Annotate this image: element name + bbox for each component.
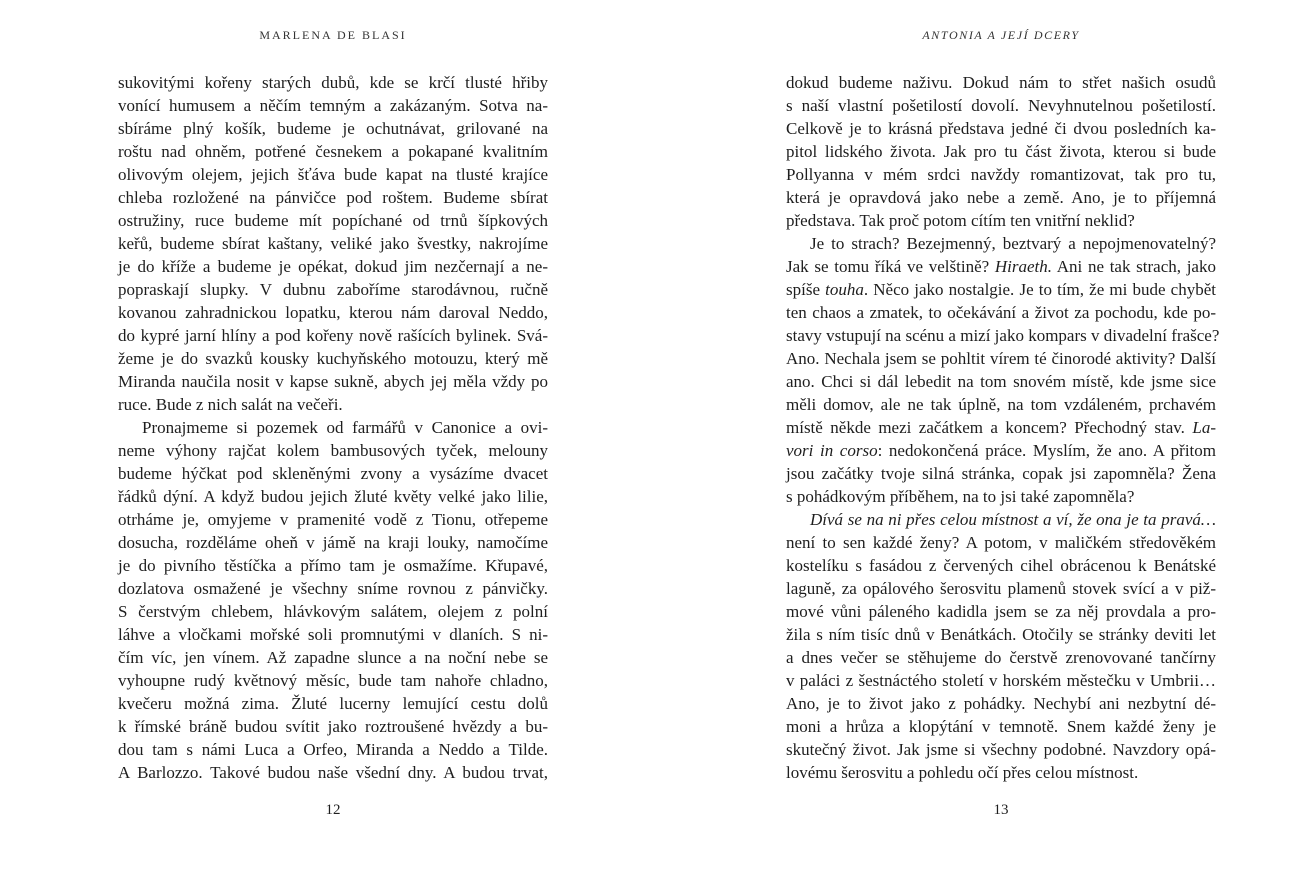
text-line: čím víc, jen vínem. Až zapadne slunce a na noční nebe se [118, 648, 548, 667]
text-line: je do pivního těstíčka a přímo tam je osmažíme. Křupavé, [118, 556, 548, 575]
text-line [786, 577, 1216, 600]
text-run: představa. Tak proč potom cítím ten vnitřní neklid? [786, 211, 1135, 230]
left-page-text [118, 71, 548, 784]
text-line: dozlatova osmažené je všechny sníme rovnou z pánvičky. [118, 579, 548, 598]
text-line [786, 761, 1216, 784]
text-run: s naší vlastní pošetilostí dovolí. Nevyhnutelnou pošetilostí. [786, 96, 1216, 115]
text-line: ruce. Bude z nich salát na večeři. [118, 395, 343, 414]
italic-text: Hiraeth. [994, 257, 1052, 276]
text-line [786, 117, 1216, 140]
text-line: roštu nad ohněm, potřené česnekem a pokapané kvalitním [118, 142, 548, 161]
text-line [786, 439, 1216, 462]
text-line [786, 692, 1216, 715]
text-run: v paláci z šestnáctého století v horském městečku v Umbrii… [786, 671, 1216, 690]
text-line [786, 301, 1216, 324]
page-number-left: 12 [325, 802, 341, 818]
italic-text: La- [1192, 418, 1216, 437]
text-run: a dnes večer se stěhujeme do čerstvě zrenovované tančírny [786, 648, 1216, 667]
running-head-title: ANTONIA A JEJÍ DCERY [922, 28, 1080, 42]
text-run: Celkově je to krásná představa jedné či dvou posledních ka- [786, 119, 1216, 138]
text-line [786, 393, 1216, 416]
text-line [786, 324, 1220, 347]
text-line [786, 370, 1216, 393]
right-page [657, 0, 1315, 890]
text-line: kovanou zahradnickou lopatku, kterou nám daroval Neddo, [118, 303, 548, 322]
text-line: sbíráme plný košík, budeme je ochutnávat, grilované na [118, 119, 548, 138]
text-run: stavy vstupují na scénu a mizí jako kompars v divadelní frašce? [786, 326, 1220, 345]
text-run: lovému šerosvitu a pohledu očí přes celou místnost. [786, 763, 1139, 782]
text-line [786, 94, 1216, 117]
text-line: ostružiny, ruce budeme mít popíchané od trnů šípkových [118, 211, 548, 230]
text-line: vyhoupne rudý květnový měsíc, bude tam nahoře chladno, [118, 671, 548, 690]
text-line: keřů, budeme sbírat kaštany, veliké jako švestky, nakrojíme [118, 234, 548, 253]
text-run: Ani ne tak strach, jako [1052, 257, 1216, 276]
text-line: je do kříže a budeme je opékat, dokud jim nezčernají a ne- [118, 257, 548, 276]
text-line: A Barlozzo. Takové budou naše všední dny. A budou trvat, [118, 763, 548, 782]
text-run: . Něco jako nostalgie. Je to tím, že mi bude chybět [863, 280, 1216, 299]
text-line [786, 600, 1216, 623]
text-line [786, 531, 1216, 554]
text-line [786, 255, 1216, 278]
text-run: kostelíku s fasádou z červených cihel obrácenou k Benátské [786, 556, 1216, 575]
text-run: Pollyanna v mém srdci navždy romantizovat, tak pro tu, [786, 165, 1216, 184]
text-line: Miranda naučila nosit v kapse sukně, abych jej měla vždy po [118, 372, 548, 391]
text-run: která je opravdová jako nebe a země. Ano, je to příjemná [786, 188, 1216, 207]
text-line [786, 347, 1216, 370]
italic-text: Dívá se na ni přes celou místnost a ví, že ona je ta pravá… [810, 510, 1216, 529]
text-line: popraskají slupky. V dubnu zaboříme starodávnou, ručně [118, 280, 548, 299]
text-line: kvečeru možná zima. Žluté lucerny lemující cestu dolů [118, 694, 548, 713]
text-run: žila s ním tisíc dnů v Benátkách. Otočily se stránky deviti let [786, 625, 1216, 644]
text-line: otrháme je, omyjeme v pramenité vodě z Tionu, otřepeme [118, 510, 548, 529]
text-line [786, 209, 1216, 232]
text-line [786, 416, 1216, 439]
text-line: vonící humusem a něčím temným a zakázaným. Sotva na- [118, 96, 548, 115]
text-run: laguně, za opálového šerosvitu plamenů stovek svící a v piž- [786, 579, 1216, 598]
text-line [786, 163, 1216, 186]
text-run: s pohádkovým příběhem, na to jsi také zapomněla? [786, 487, 1135, 506]
text-line [786, 232, 1216, 255]
text-line [786, 462, 1216, 485]
text-line [786, 186, 1216, 209]
left-page [0, 0, 657, 890]
text-run: spíše [786, 280, 826, 299]
text-run: dokud budeme naživu. Dokud nám to střet našich osudů [786, 73, 1216, 92]
text-run: : nedokončená práce. Myslím, že ano. A přitom [877, 441, 1216, 460]
text-line [786, 554, 1216, 577]
text-run: skutečný život. Jak jsme si všechny podobné. Navzdory opá- [786, 740, 1216, 759]
text-run: místě někde mezi začátkem a koncem? Přechodný stav. [786, 418, 1193, 437]
text-run: ano. Chci si dál lebedit na tom snovém místě, kde jsme sice [786, 372, 1216, 391]
text-line: dosucha, rozděláme oheň v jámě na kraji louky, namočíme [118, 533, 548, 552]
text-line: S čerstvým chlebem, hlávkovým salátem, olejem z polní [118, 602, 548, 621]
italic-text: vori in corso [786, 441, 878, 460]
text-line [786, 623, 1216, 646]
running-head-author: MARLENA DE BLASI [259, 28, 407, 42]
text-run: Jak se tomu říká ve velštině? [786, 257, 995, 276]
text-line: neme výhony rajčat kolem bambusových tyček, melouny [118, 441, 548, 460]
text-line: do kypré jarní hlíny a pod kořeny nově rašících bylinek. Svá- [118, 326, 548, 345]
text-line: budeme hýčkat pod skleněnými zvony a vysázíme dvacet [118, 464, 548, 483]
text-line [786, 140, 1216, 163]
text-run: není to sen každé ženy? A potom, v maličkém středověkém [786, 533, 1216, 552]
text-run: Ano. Nechala jsem se pohltit vírem té činorodé aktivity? Další [786, 349, 1216, 368]
right-page-text [786, 71, 1220, 784]
text-run: pitol lidského života. Jak pro tu část života, kterou si bude [786, 142, 1216, 161]
text-run: mové vůni páleného kadidla jsem se za něj provdala a pro- [786, 602, 1216, 621]
text-line [786, 669, 1216, 692]
text-line [786, 71, 1216, 94]
text-line: láhve a vločkami mořské soli promnutými v dlaních. S ni- [118, 625, 548, 644]
text-run: ten chaos a zmatek, to očekávání a život za pochodu, kde po- [786, 303, 1216, 322]
text-line: žeme je do svazků kousky kuchyňského motouzu, který mě [118, 349, 548, 368]
text-line: řádků dýní. A když budou jejich žluté květy velké jako lilie, [118, 487, 548, 506]
text-line: sukovitými kořeny starých dubů, kde se krčí tlusté hřiby [118, 73, 548, 92]
text-line: chleba rozložené na pánvičce pod roštem. Budeme sbírat [118, 188, 548, 207]
text-run: jsou začátky tvoje silná stránka, copak jsi zapomněla? Žena [786, 464, 1216, 483]
text-line: k římské bráně budou svítit jako roztroušené hvězdy a bu- [118, 717, 548, 736]
text-line [786, 715, 1216, 738]
text-run: Je to strach? Bezejmenný, beztvarý a nepojmenovatelný? [810, 234, 1216, 253]
text-line [786, 646, 1216, 669]
text-line [786, 738, 1216, 761]
text-line [786, 508, 1216, 531]
text-line [786, 278, 1216, 301]
text-line: dou tam s námi Luca a Orfeo, Miranda a Neddo a Tilde. [118, 740, 548, 759]
text-line [786, 485, 1216, 508]
text-run: Ano, je to život jako z pohádky. Nechybí ani nezbytní dé- [786, 694, 1216, 713]
italic-text: touha [825, 280, 864, 299]
text-run: moni a hrůza a klopýtání v temnotě. Snem každé ženy je [786, 717, 1216, 736]
text-run: měli domov, ale ne tak úplně, na tom vzdáleném, prchavém [786, 395, 1216, 414]
text-line: olivovým olejem, jejich šťáva bude kapat na tlusté krajíce [118, 165, 548, 184]
text-line: Pronajmeme si pozemek od farmářů v Canonice a ovi- [142, 418, 548, 437]
page-number-right: 13 [993, 802, 1009, 818]
